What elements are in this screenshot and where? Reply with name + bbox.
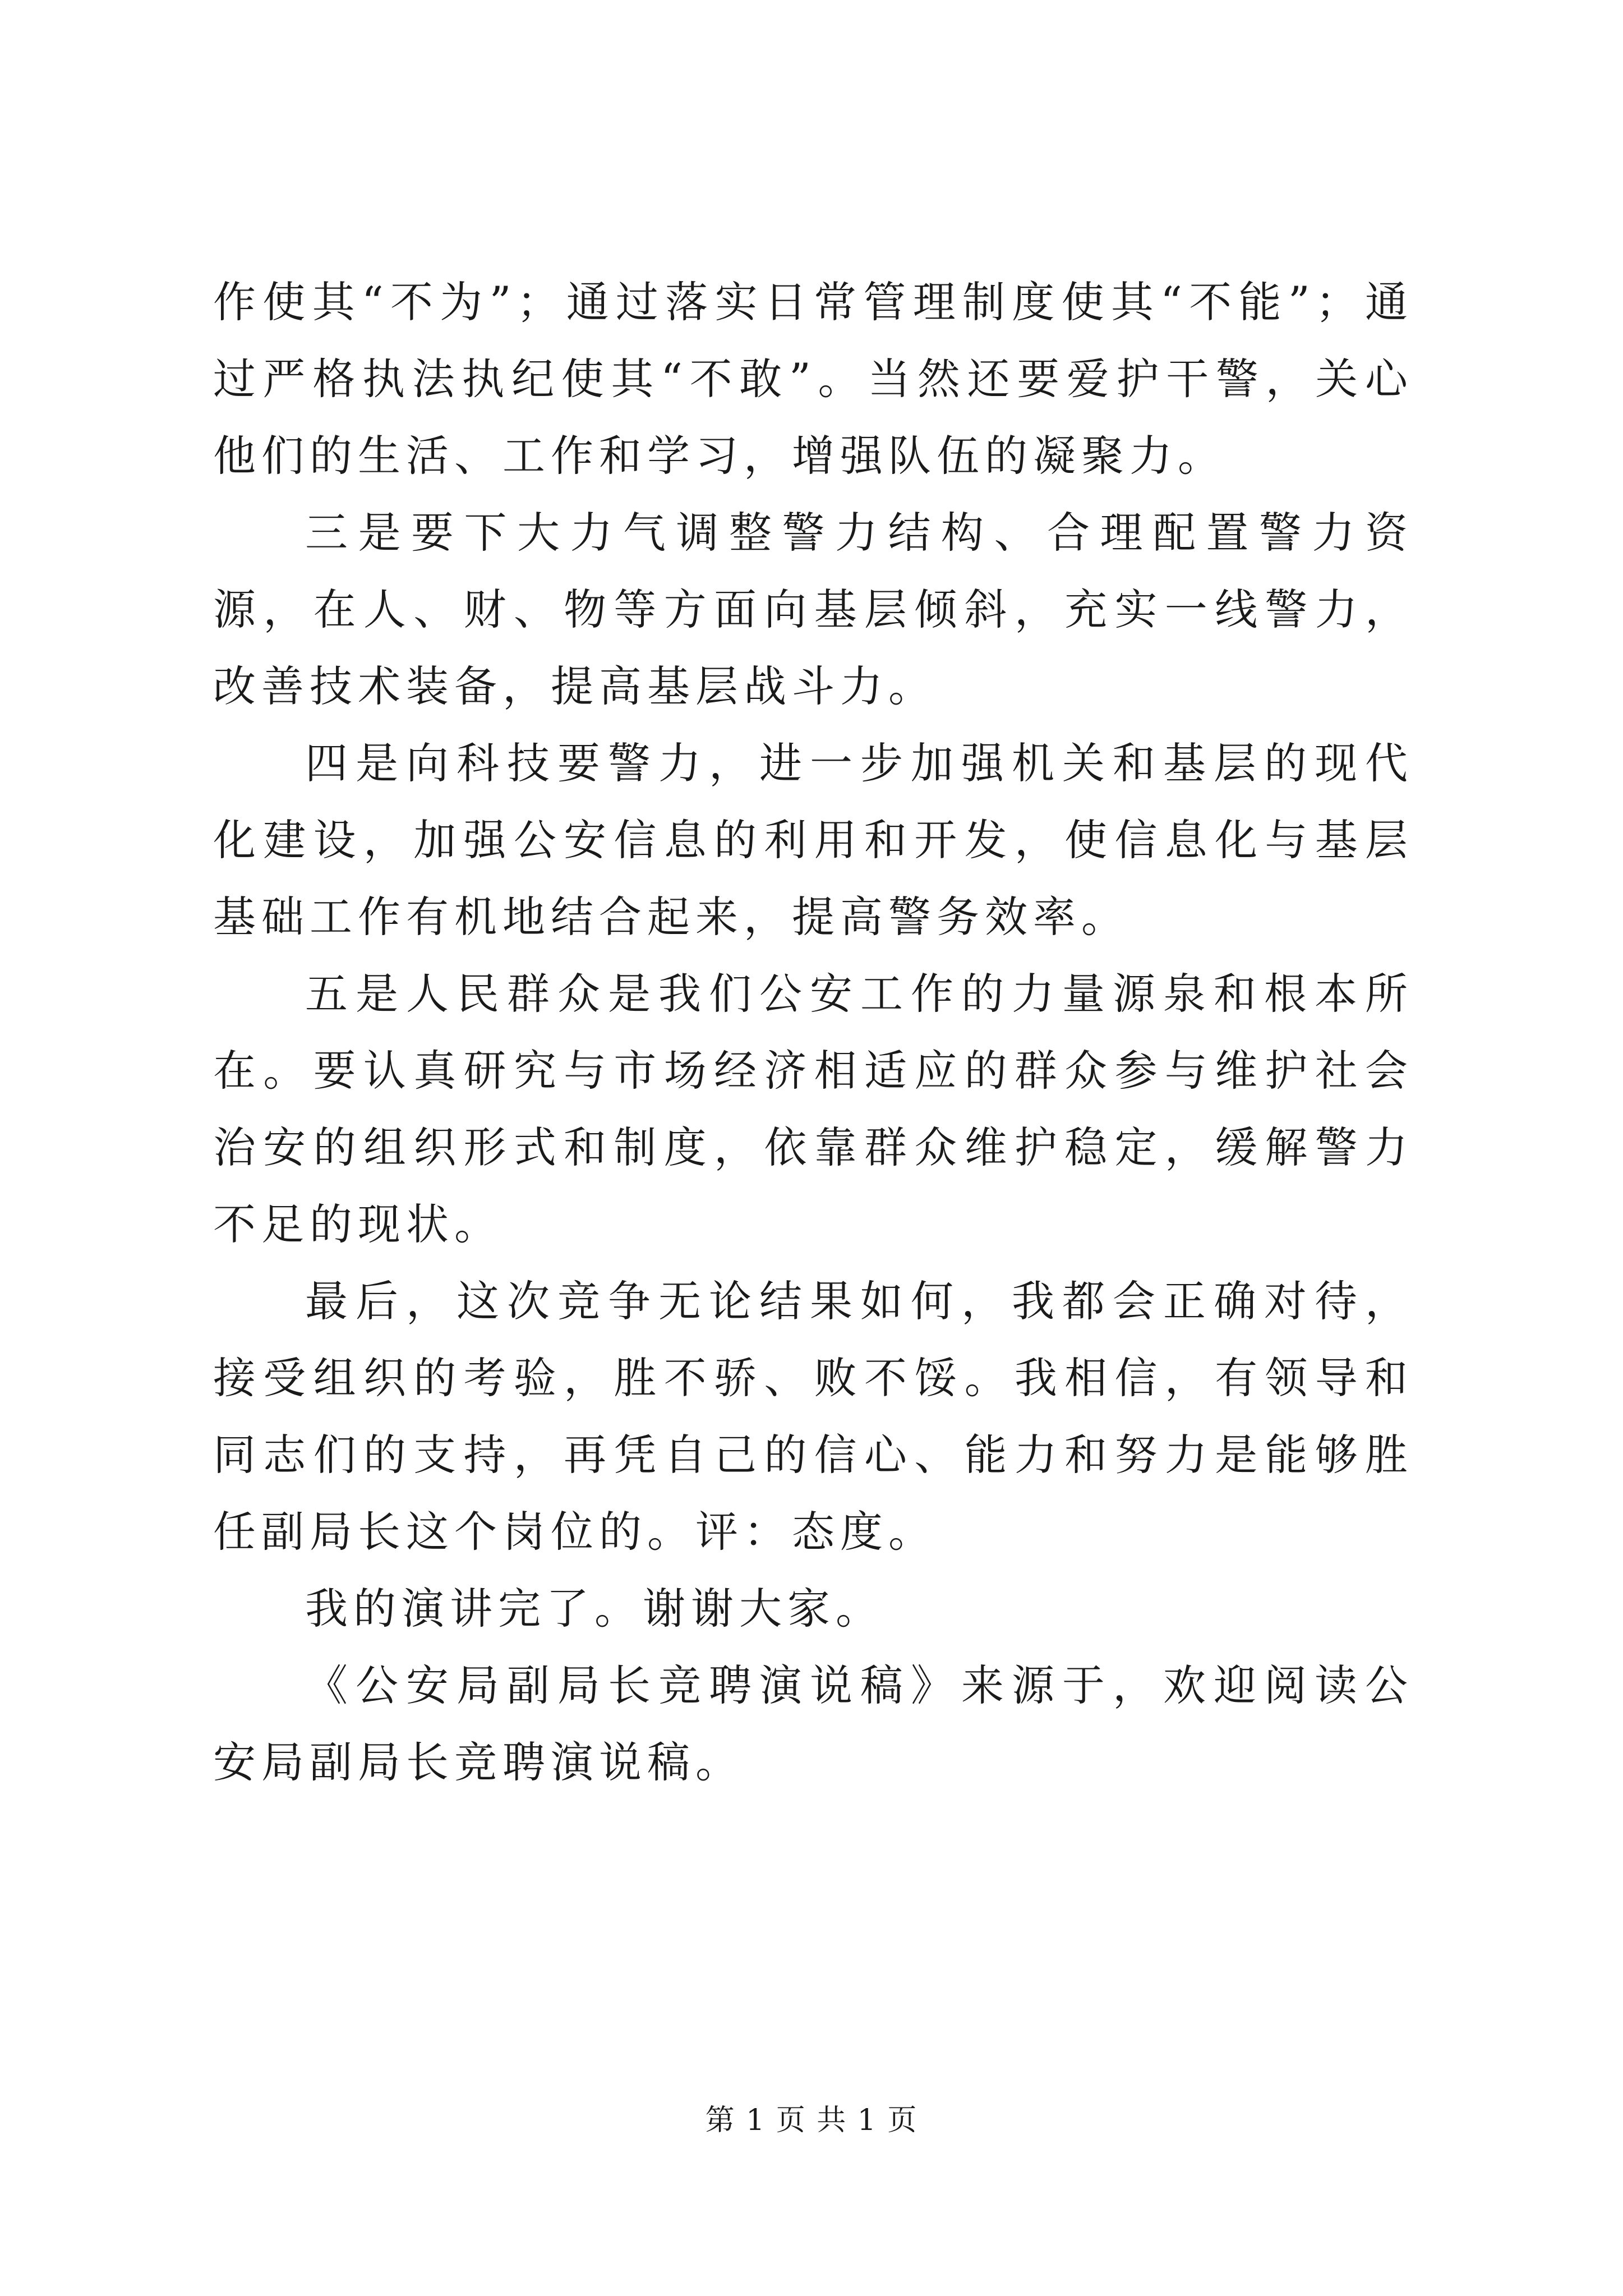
paragraph-continuation: 作使其“不为”；通过落实日常管理制度使其“不能”；通过严格执法执纪使其“不敢”。当然还要爱护干警，关心他们的生活、工作和学习，增强队伍的凝聚力。 [213, 277, 1413, 481]
paragraph-point-three: 三是要下大力气调整警力结构、合理配置警力资源，在人、财、物等方面向基层倾斜，充实一线警力，改善技术装备，提高基层战斗力。 [213, 508, 1413, 711]
document-body [213, 264, 1413, 1801]
paragraph-source-note: 《公安局副局长竞聘演说稿》来源于，欢迎阅读公安局副局长竞聘演说稿。 [213, 1660, 1413, 1787]
paragraph-point-four: 四是向科技要警力，进一步加强机关和基层的现代化建设，加强公安信息的利用和开发，使信息化与基层基础工作有机地结合起来，提高警务效率。 [213, 738, 1413, 942]
page-number-footer: 第 1 页 共 1 页 [705, 2104, 918, 2137]
paragraph-conclusion: 最后，这次竞争无论结果如何，我都会正确对待，接受组织的考验，胜不骄、败不馁。我相信，有领导和同志们的支持，再凭自己的信心、能力和努力是能够胜任副局长这个岗位的。评：态度。 [213, 1276, 1413, 1557]
paragraph-point-five: 五是人民群众是我们公安工作的力量源泉和根本所在。要认真研究与市场经济相适应的群众参与维护社会治安的组织形式和制度，依靠群众维护稳定，缓解警力不足的现状。 [213, 969, 1413, 1249]
paragraph-closing: 我的演讲完了。谢谢大家。 [305, 1584, 884, 1634]
